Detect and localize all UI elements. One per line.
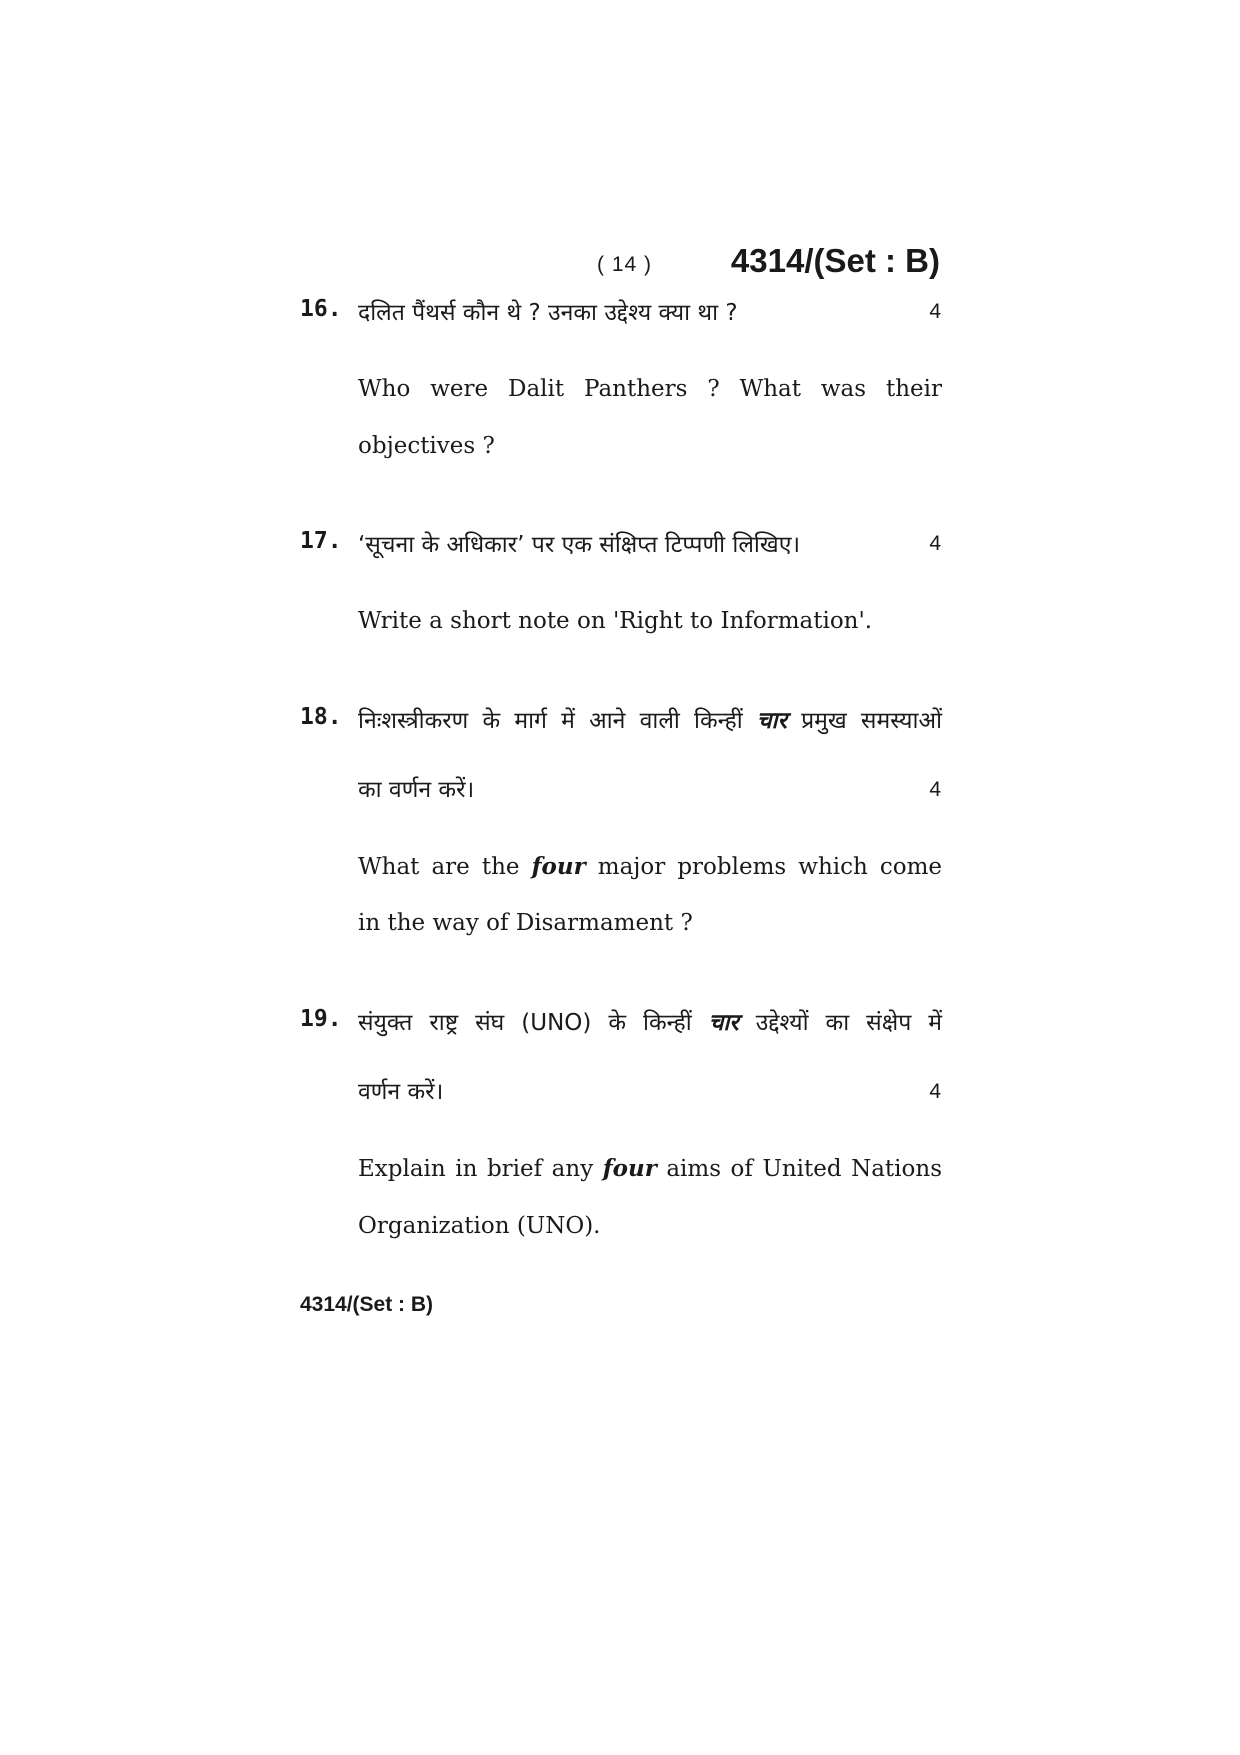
question-hindi-text: दलित पैंथर्स कौन थे ? उनका उद्देश्य क्या था ?	[358, 300, 738, 326]
emphasis-word: चार	[708, 1010, 739, 1036]
emphasis-word: four	[602, 1155, 657, 1182]
question-english-text: What are the four major problems which come	[358, 853, 943, 880]
question-english-text: Explain in brief any four aims of United Nations	[358, 1155, 942, 1182]
question-english-text: Write a short note on 'Right to Information'.	[358, 608, 873, 634]
question-hindi-text: निःशस्त्रीकरण के मार्ग में आने वाली किन्हीं चार प्रमुख समस्याओं	[358, 708, 942, 734]
question-hindi-text-continued: वर्णन करें।	[358, 1079, 444, 1105]
footer-paper-code: 4314/(Set : B)	[300, 1293, 434, 1316]
question-hindi-text-continued: का वर्णन करें।	[358, 777, 475, 803]
header-paper-code: 4314/(Set : B)	[730, 242, 940, 279]
question-marks: 4	[929, 778, 941, 801]
question-hindi-text: संयुक्त राष्ट्र संघ (UNO) के किन्हीं चार उद्देश्यों का संक्षेप में	[358, 1010, 943, 1036]
question-number: 16.	[300, 296, 342, 322]
question-english-text-continued: objectives ?	[358, 433, 495, 459]
question-english-text: Who were Dalit Panthers ? What was their	[358, 376, 942, 402]
question-hindi-text: ‘सूचना के अधिकार’ पर एक संक्षिप्त टिप्पणी लिखिए।	[358, 532, 801, 558]
question-marks: 4	[929, 300, 941, 323]
question-number: 18.	[300, 704, 342, 730]
emphasis-word: four	[531, 853, 586, 880]
question-marks: 4	[929, 1080, 941, 1103]
question-number: 17.	[300, 528, 342, 554]
page-number: ( 14 )	[597, 253, 653, 276]
question-english-text-continued: Organization (UNO).	[358, 1213, 601, 1239]
question-number: 19.	[300, 1006, 342, 1032]
question-english-text-continued: in the way of Disarmament ?	[358, 910, 693, 936]
emphasis-word: चार	[756, 708, 787, 734]
question-marks: 4	[929, 532, 941, 555]
